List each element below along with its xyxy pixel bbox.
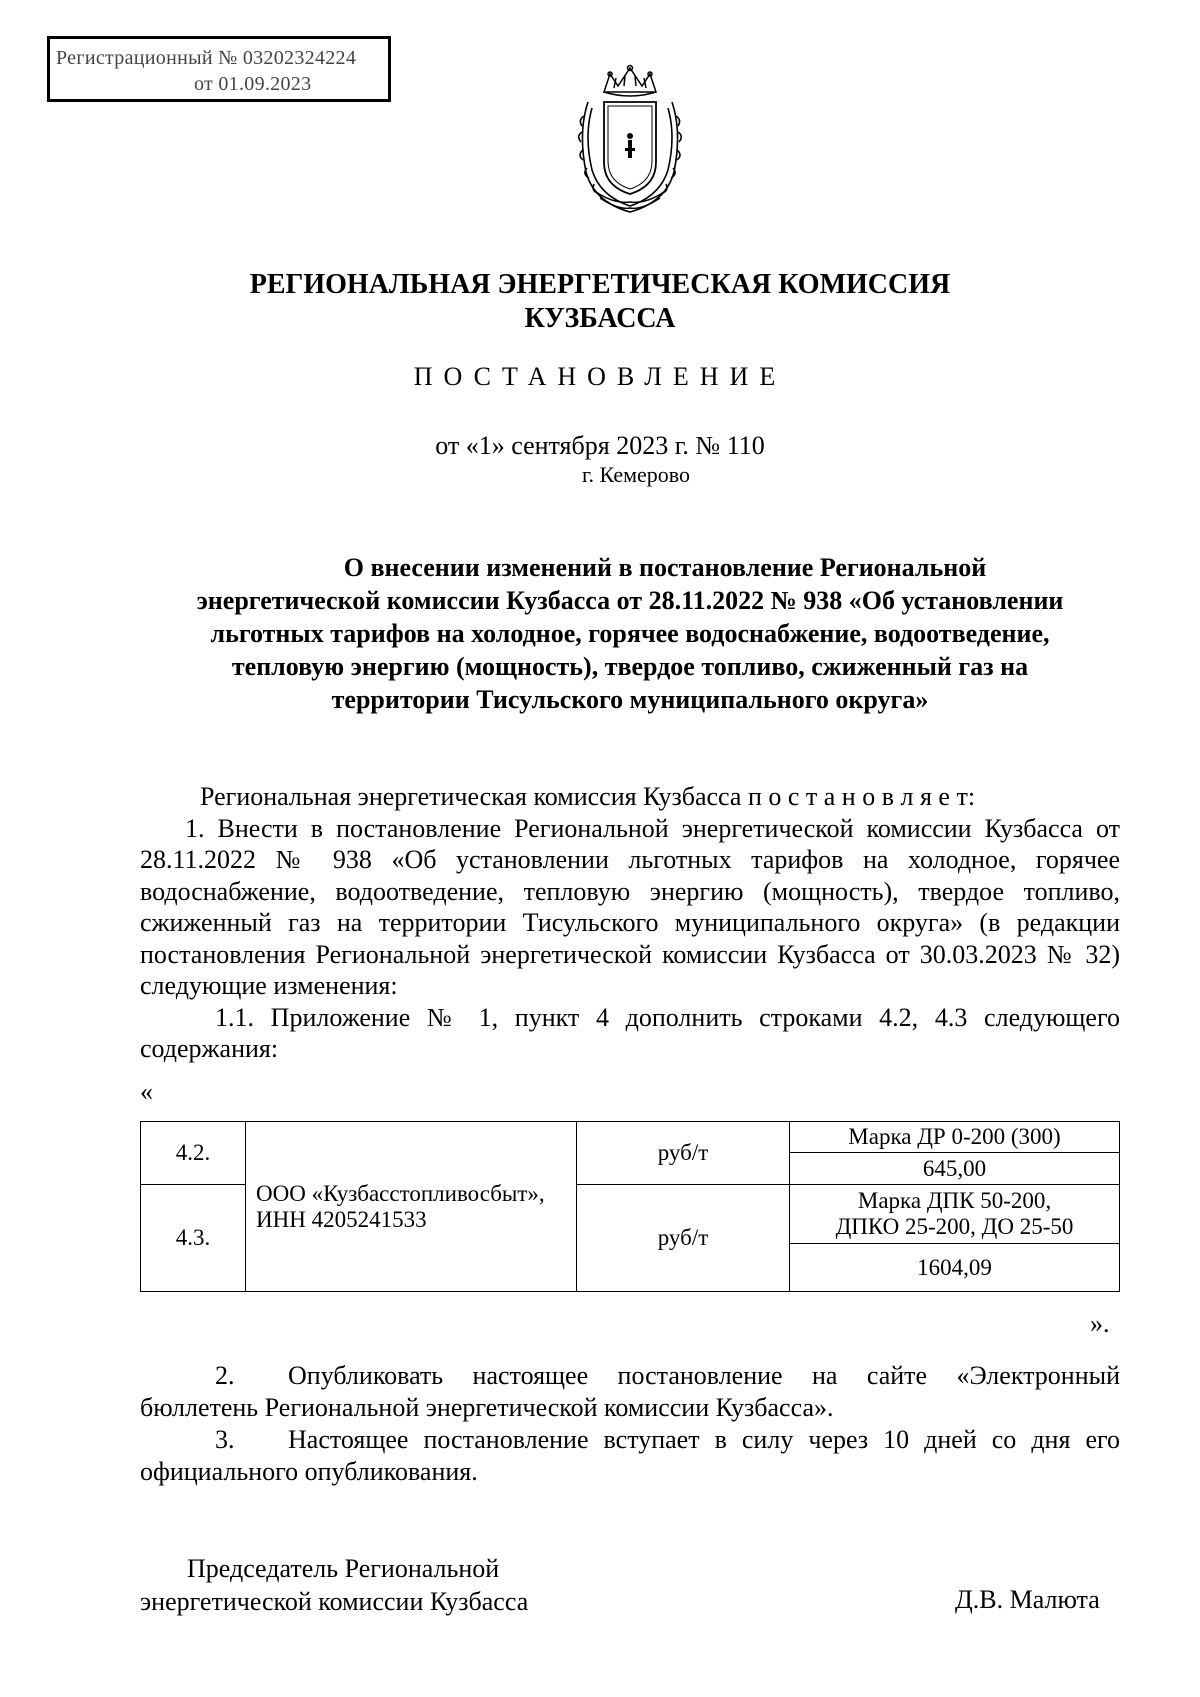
item-2-paragraph [140, 1360, 1120, 1423]
item-1-1-paragraph: 1.1. Приложение № 1, пункт 4 дополнить строками 4.2, 4.3 следующего содержания: [140, 1002, 1120, 1063]
organization-title-line1: РЕГИОНАЛЬНАЯ ЭНЕРГЕТИЧЕСКАЯ КОМИССИЯ [249, 269, 951, 300]
organization-title-line2: КУЗБАССА [524, 303, 676, 334]
grade-text: Марка ДПК 50-200, ДПКО 25-200, ДО 25-50 [835, 1188, 1074, 1239]
document-date-number: от «1» сентября 2023 г. № 110 [435, 431, 765, 460]
subject-line3: льготных тарифов на холодное, горячее водоснабжение, водоотведение, [210, 619, 1050, 648]
signatory-title-line1: Председатель Региональной [187, 1554, 500, 1583]
tariff-value-cell: 645,00 [790, 1153, 1120, 1185]
subject-line4: тепловую энергию (мощность), твердое топливо, сжиженный газ на [231, 652, 1029, 681]
organization-title [0, 268, 1200, 336]
open-quote: « [140, 1077, 153, 1106]
item-2-number: 2. [215, 1361, 235, 1390]
registration-number: Регистрационный № 03202324224 [56, 47, 357, 69]
row-number: 4.3. [141, 1185, 246, 1292]
grade-cell: Марка ДР 0-200 (300) [790, 1122, 1120, 1153]
registration-date: от 01.09.2023 [194, 73, 312, 95]
subject-line5: территории Тисульского муниципального округа» [331, 685, 929, 714]
signatory-title-line2: энергетической комиссии Кузбасса [140, 1587, 529, 1616]
close-quote: ». [1090, 1309, 1110, 1338]
subject-line1: О внесении изменений в постановление Региональной [343, 553, 987, 582]
tariff-table [140, 1121, 1120, 1292]
item-2-text: Опубликовать настоящее постановление на сайте «Электронный бюллетень Региональной энергетической комиссии Кузбасса». [140, 1361, 1120, 1422]
grade-cell [790, 1185, 1120, 1244]
item-3-number: 3. [215, 1425, 235, 1454]
signatory-name: Д.В. Малюта [955, 1585, 1100, 1614]
unit-cell: руб/т [577, 1185, 790, 1292]
signatory-title [140, 1552, 528, 1618]
organization-cell: ООО «Кузбасстопливосбыт», ИНН 4205241533 [246, 1122, 577, 1292]
tariff-value-cell: 1604,09 [790, 1244, 1120, 1292]
document-subject [140, 551, 1120, 716]
table-row [141, 1122, 1120, 1153]
row-number: 4.2. [141, 1122, 246, 1185]
intro-paragraph: Региональная энергетическая комиссия Кузбасса п о с т а н о в л я е т: [200, 782, 976, 811]
document-type: ПОСТАНОВЛЕНИЕ [413, 362, 787, 391]
item-1-paragraph: 1. Внести в постановление Региональной энергетической комиссии Кузбасса от 28.11.2022 № 938 «Об установлении льготных тарифов на холодное, горячее водоснабжение, водоотведение, тепловую энергию (мощность), твердое топливо, сжиженный газ на территории Тисульского муниципального округа» (в редакции постановления Региональной энергетической комиссии Кузбасса от 30.03.2023 № 32) следующие изменения: [140, 813, 1120, 1000]
unit-cell: руб/т [577, 1122, 790, 1185]
resolution-body [140, 781, 1120, 1065]
registration-stamp [47, 36, 391, 102]
subject-line2: энергетической комиссии Кузбасса от 28.11.2022 № 938 «Об установлении [196, 586, 1064, 615]
kuzbass-coat-of-arms-icon [574, 62, 686, 216]
item-3-paragraph [140, 1424, 1120, 1487]
document-city: г. Кемерово [581, 462, 691, 487]
item-3-text: Настоящее постановление вступает в силу через 10 дней со дня его официального опубликования. [140, 1425, 1120, 1486]
